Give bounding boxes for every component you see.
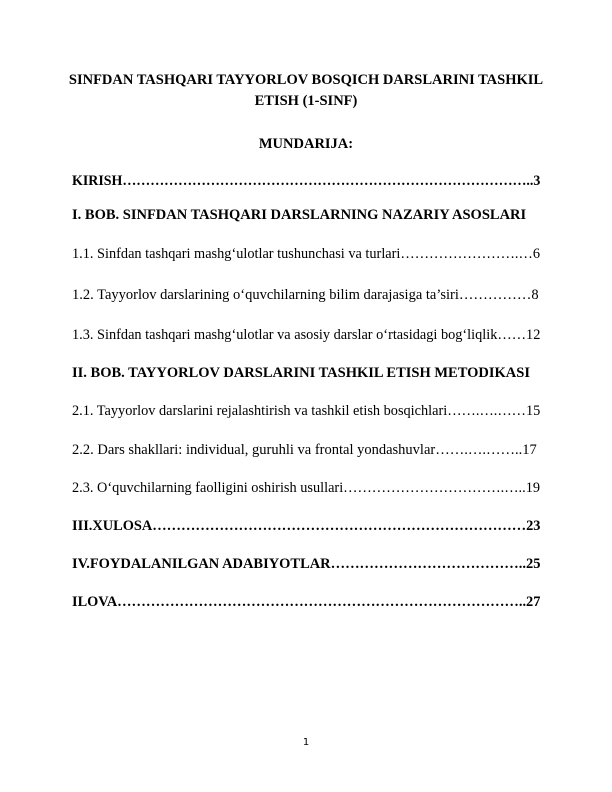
title-line-2: ETISH (1-SINF) [254,93,358,109]
toc-entry-adabiyotlar: IV.FOYDALANILGAN ADABIYOTLAR…………………………………..25 [72,556,541,572]
toc-entry-ilova: ILOVA…………………………………………………………………………..27 [72,594,541,610]
contents-heading: MUNDARIJA: [258,136,354,152]
toc-section-1-1: 1.1. Sinfdan tashqari mashg‘ulotlar tushunchasi va turlari…………………….…6 [72,246,540,262]
toc-chapter-2: II. BOB. TAYYORLOV DARSLARINI TASHKIL ETISH METODIKASI [72,365,530,381]
toc-section-2-1: 2.1. Tayyorlov darslarini rejalashtirish va tashkil etish bosqichlari…….….……15 [72,403,541,419]
document-title [40,70,572,112]
toc-chapter-1: I. BOB. SINFDAN TASHQARI DARSLARNING NAZARIY ASOSLARI [72,207,527,223]
toc-section-2-2: 2.2. Dars shakllari: individual, guruhli va frontal yondashuvlar…….….……..17 [72,442,537,458]
toc-section-1-3: 1.3. Sinfdan tashqari mashg‘ulotlar va asosiy darslar o‘rtasidagi bog‘liqlik……12 [72,327,541,343]
title-line-1: SINFDAN TASHQARI TAYYORLOV BOSQICH DARSLARINI TASHKIL [68,72,544,88]
page-number: 1 [302,737,310,748]
toc-section-1-2: 1.2. Tayyorlov darslarining o‘quvchilarning bilim darajasiga ta’siri……………8 [72,287,539,303]
toc-entry-kirish: KIRISH……………………………………………………………………………..3 [72,173,541,189]
toc-section-2-3: 2.3. O‘quvchilarning faolligini oshirish usullari…………………………….…..19 [72,480,541,496]
toc-entry-xulosa: III.XULOSA……………………………………………………………………23 [72,518,541,534]
